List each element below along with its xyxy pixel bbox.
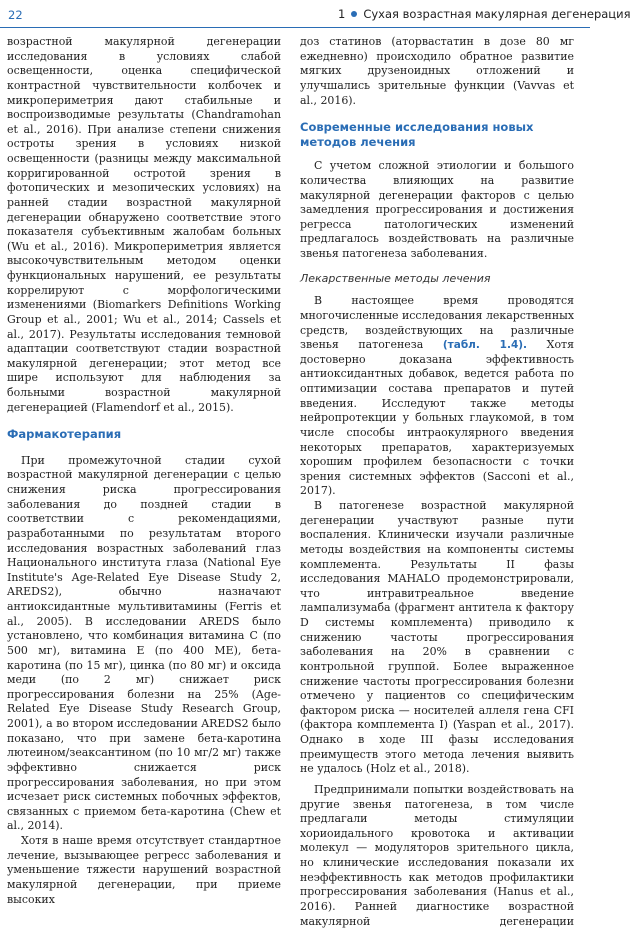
table-reference-link[interactable]: (табл. 1.4). bbox=[442, 339, 528, 352]
chapter-title-header bbox=[338, 7, 631, 21]
header-rule bbox=[0, 27, 590, 28]
section-heading-new-methods: Современные исследования новых методов лечения bbox=[300, 120, 534, 149]
paragraph: доз статинов (аторвастатин в дозе 80 мг ежедневно) происходило обратное развитие мягких друзеноидных отложений и улучшались зрительные функции (Vavvas et al., 2016). bbox=[300, 35, 574, 107]
paragraph: С учетом сложной этиологии и большого количества влияющих на развитие макулярной дегенерации факторов с целью замедления прогрессирования и достижения регресса патологических изменений предлагалось воздействовать на различные звенья патогенеза заболевания. bbox=[300, 159, 574, 261]
paragraph: возрастной макулярной дегенерации исследования в условиях слабой освещенности, оценка специфической контрастной чувствительности колбочек и микропериметрия дают стабильные и воспроизводимые результаты (Chandramohan et al., 2016). При анализе степени снижения остроты зрения в условиях низкой освещенности (разницы между максимальной корригированной остротой зрения в фотопических и мезопических условиях) на ранней стадии возрастной макулярной дегенерации обнаружено соответствие этого показателя субъективным жалобам больных (Wu et al., 2016). Микропериметрия является высокочувствительным методом оценки функциональных нарушений, ее результаты коррелируют с морфологическими изменениями (Biomarkers Definitions Working Group et al., 2001; Wu et al., 2014; Cassels et al., 2017). Результаты исследования темновой адаптации соответствуют стадии возрастной макулярной дегенерации; этот метод все шире используют для наблюдения за больными возрастной макулярной дегенерацией (Flamendorf et al., 2015). bbox=[7, 35, 281, 414]
bullet-dot-icon bbox=[351, 11, 357, 17]
paragraph: В патогенезе возрастной макулярной дегенерации участвуют разные пути воспаления. Клинически изучали различные методы воздействия на компоненты системы комплемента. Результаты II фазы исследования MAHALO продемонстрировали, что интравитреальное введение лампализумаба (фрагмент антитела к фактору D системы комплемента) приводило к снижению частоты прогрессирования заболевания на 20% в сравнении с контрольной группой. Более выраженное снижение частоты прогрессирования болезни отмечено у пациентов со специфическим фактором риска — носителей аллеля гена CFI (фактора комплемента I) (Yaspan et al., 2017). Однако в ходе III фазы исследования преимуществ этого метода лечения выявить не удалось (Holz et al., 2018). bbox=[300, 499, 574, 776]
left-column bbox=[7, 35, 281, 907]
paragraph: Хотя в наше время отсутствует стандартное лечение, вызывающее регресс заболевания и уменьшение тяжести нарушений возрастной макулярной дегенерации, при приеме высоких bbox=[7, 834, 281, 906]
page-number: 22 bbox=[8, 8, 23, 22]
chapter-title: Сухая возрастная макулярная дегенерация bbox=[363, 7, 631, 21]
section-heading-pharmacotherapy: Фармакотерапия bbox=[7, 427, 122, 442]
right-column bbox=[300, 35, 574, 929]
paragraph: В настоящее время проводятся многочисленные исследования лекарственных средств, воздействующих на различные звенья патогенеза (табл. 1.4). Хотя достоверно доказана эффективность антиоксидантных добавок, ведется работа по оптимизации состава препаратов и путей введения. Исследуют также методы нейропротекции у больных глаукомой, в том числе способы интраокулярного введения некоторых препаратов, характеризуемых хорошим профилем безопасности с точки зрения системных эффектов (Sacconi et al., 2017). bbox=[300, 294, 574, 498]
chapter-number: 1 bbox=[338, 7, 346, 21]
paragraph: Предпринимали попытки воздействовать на другие звенья патогенеза, в том числе предлагали методы стимуляции хориоидального кровотока и активации молекул — модуляторов зрительного цикла, но клинические исследования показали их неэффективность как методов профилактики прогрессирования заболевания (Hanus et al., 2016). Ранней диагностике возрастной макулярной дегенерации bbox=[300, 782, 574, 928]
running-header bbox=[0, 0, 631, 26]
paragraph: При промежуточной стадии сухой возрастной макулярной дегенерации с целью снижения риска прогрессирования заболевания до поздней стадии в соответствии с рекомендациями, разработанными по результатам второго исследования возрастных заболеваний глаз Национального института глаза (National Eye Institute's Age-Related Eye Disease Study 2, AREDS2), обычно назначают антиоксидантные мультивитамины (Ferris et al., 2005). В исследовании AREDS было установлено, что комбинация витамина C (по 500 мг), витамина E (по 400 МЕ), бета-каротина (по 15 мг), цинка (по 80 мг) и оксида меди (по 2 мг) снижает риск прогрессирования болезни на 25% (Age-Related Eye Disease Study Research Group, 2001), а во втором исследовании AREDS2 было показано, что при замене бета-каротина лютеином/зеаксантином (по 10 мг/2 мг) также эффективно снижается риск прогрессирования заболевания, но при этом исчезает риск системных побочных эффектов, связанных с приемом бета-каротина (Chew et al., 2014). bbox=[7, 453, 281, 833]
subsection-heading-drug-methods: Лекарственные методы лечения bbox=[300, 271, 491, 285]
